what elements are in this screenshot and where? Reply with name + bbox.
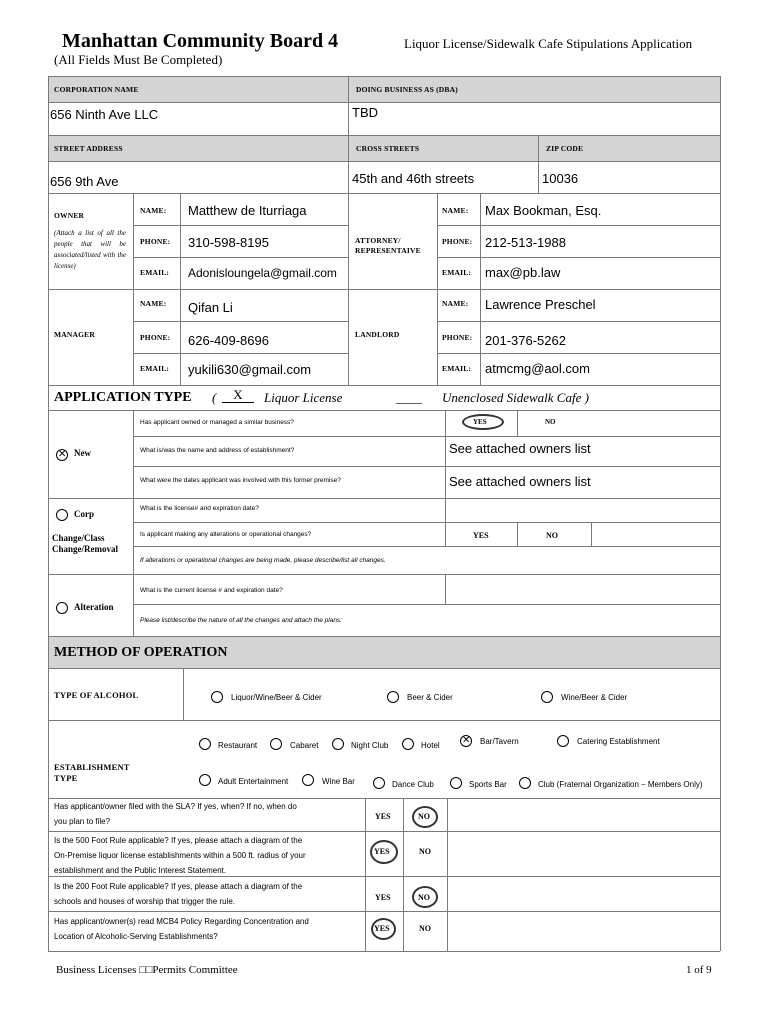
manager-email-label: EMAIL: [140, 364, 170, 373]
grid-vline [445, 410, 446, 498]
grid-vline [48, 76, 49, 951]
method-heading: METHOD OF OPERATION [54, 645, 228, 660]
est-restaurant: Restaurant [218, 741, 258, 750]
footer-committee: Business Licenses □□Permits Committee [56, 964, 238, 976]
bottom-q3-line2: schools and houses of worship that trigger the rule. [54, 897, 235, 906]
new-q1-yes[interactable]: YES [473, 418, 487, 426]
est-nightclub-radio[interactable] [332, 738, 344, 750]
grid-hline [133, 257, 348, 258]
grid-hline [133, 498, 720, 499]
bottom-q2-yes[interactable]: YES [374, 847, 390, 856]
grid-vline [720, 76, 721, 951]
manager-email-field[interactable]: yukili630@gmail.com [188, 362, 312, 377]
grid-vline [517, 410, 518, 436]
alcohol-option-3: Wine/Beer & Cider [561, 693, 628, 702]
manager-label: MANAGER [54, 330, 95, 339]
grid-hline [133, 604, 720, 605]
grid-hline [437, 257, 720, 258]
landlord-email-label: EMAIL: [442, 364, 472, 373]
dba-label: DOING BUSINESS AS (DBA) [356, 85, 458, 94]
alcohol-option-3-radio[interactable] [541, 691, 553, 703]
bottom-q1-line2: you plan to file? [54, 817, 111, 826]
grid-hline [48, 831, 720, 832]
grid-vline [348, 135, 349, 193]
grid-vline [447, 798, 448, 951]
grid-hline [48, 498, 133, 499]
new-q1: Has applicant owned or managed a similar business? [140, 419, 294, 426]
new-q1-no[interactable]: NO [545, 418, 556, 426]
grid-vline [365, 798, 366, 951]
bottom-q2-line1: Is the 500 Foot Rule applicable? If yes, please attach a diagram of the [54, 836, 303, 845]
est-danceclub-radio[interactable] [373, 777, 385, 789]
attorney-label-2: REPRESENTAIVE [355, 246, 421, 255]
street-address-label: STREET ADDRESS [54, 144, 123, 153]
cross-streets-field[interactable]: 45th and 46th streets [352, 171, 475, 186]
bottom-q3-no[interactable]: NO [418, 893, 430, 902]
bottom-q2-line2: On-Premise liquor license establishments within a 500 ft. radius of your [54, 851, 306, 860]
corp-label-3: Change/Removal [52, 544, 118, 554]
est-catering: Catering Establishment [577, 737, 660, 746]
est-catering-radio[interactable] [557, 735, 569, 747]
grid-hline [133, 574, 720, 575]
alteration-radio[interactable] [56, 602, 68, 614]
grid-hline [48, 668, 720, 669]
bottom-q3-yes[interactable]: YES [375, 893, 391, 902]
grid-hline [133, 466, 720, 467]
sidewalk-cafe-blank[interactable]: ____ [396, 390, 422, 405]
owner-email-field[interactable]: Adonisloungela@gmail.com [188, 266, 337, 280]
grid-hline [133, 225, 348, 226]
corp-label-2: Change/Class [52, 533, 105, 543]
footer-page-number: 1 of 9 [686, 964, 712, 976]
zip-code-label: ZIP CODE [546, 144, 584, 153]
corp-q3: If alterations or operational changes are being made, please describe/list all changes. [140, 557, 386, 564]
owner-note: (Attach a list of all the people that will be associated/listed with the license) [54, 229, 126, 270]
document-type: Liquor License/Sidewalk Cafe Stipulations Application [404, 36, 693, 51]
alteration-q2: Please list/describe the nature of all the changes and attach the plans: [140, 617, 342, 624]
new-q3: What were the dates applicant was involved with this former premise? [140, 477, 341, 484]
grid-hline [48, 135, 720, 136]
establishment-label-2: TYPE [54, 773, 78, 783]
street-address-field[interactable]: 656 9th Ave [50, 174, 119, 189]
corp-label: Corp [74, 509, 94, 519]
est-danceclub: Dance Club [392, 780, 434, 789]
landlord-phone-label: PHONE: [442, 333, 473, 342]
bottom-q4-yes[interactable]: YES [374, 924, 390, 933]
cross-streets-label: CROSS STREETS [356, 144, 420, 153]
grid-vline [517, 522, 518, 546]
manager-phone-field[interactable]: 626-409-8696 [188, 333, 269, 348]
grid-hline [48, 193, 720, 194]
alcohol-option-1-radio[interactable] [211, 691, 223, 703]
corp-yes[interactable]: YES [473, 531, 489, 540]
est-winebar: Wine Bar [322, 777, 355, 786]
owner-email-label: EMAIL: [140, 268, 170, 277]
est-hotel: Hotel [421, 741, 440, 750]
sidewalk-cafe-label: Unenclosed Sidewalk Cafe ) [442, 390, 589, 405]
grid-hline [133, 522, 720, 523]
est-bar-tavern: Bar/Tavern [480, 737, 519, 746]
page-subtitle: (All Fields Must Be Completed) [54, 52, 223, 67]
bottom-q4-no[interactable]: NO [419, 924, 431, 933]
grid-vline [180, 193, 181, 385]
est-cabaret-radio[interactable] [270, 738, 282, 750]
dba-field[interactable]: TBD [352, 105, 378, 120]
grid-hline [133, 321, 348, 322]
est-sportsbar-radio[interactable] [450, 777, 462, 789]
landlord-phone-field[interactable]: 201-376-5262 [485, 333, 566, 348]
corporation-name-field[interactable]: 656 Ninth Ave LLC [50, 107, 159, 122]
alcohol-option-2: Beer & Cider [407, 693, 453, 702]
owner-phone-field[interactable]: 310-598-8195 [188, 235, 269, 250]
est-bar-tavern-radio[interactable] [460, 735, 472, 747]
attorney-name-label: NAME: [442, 206, 469, 215]
grid-vline [445, 574, 446, 604]
grid-vline [538, 135, 539, 193]
corporation-name-label: CORPORATION NAME [54, 85, 139, 94]
bottom-q3-line1: Is the 200 Foot Rule applicable? If yes, please attach a diagram of the [54, 882, 303, 891]
est-club: Club (Fraternal Organization – Members Only) [538, 780, 703, 789]
application-type-heading: APPLICATION TYPE [54, 390, 192, 405]
owner-name-label: NAME: [140, 206, 167, 215]
est-cabaret: Cabaret [290, 741, 319, 750]
grid-hline [48, 161, 720, 162]
new-label: New [74, 448, 91, 458]
open-paren: ( [212, 390, 217, 405]
new-q2: What is/was the name and address of establishment? [140, 447, 295, 454]
grid-vline [480, 193, 481, 385]
est-adult: Adult Entertainment [218, 777, 289, 786]
bottom-q1-line1: Has applicant/owner filed with the SLA? If yes, when? If no, when do [54, 802, 297, 811]
grid-hline [48, 876, 720, 877]
est-club-radio[interactable] [519, 777, 531, 789]
bottom-q1-no[interactable]: NO [418, 812, 430, 821]
est-adult-radio[interactable] [199, 774, 211, 786]
new-radio[interactable] [56, 449, 68, 461]
grid-vline [183, 668, 184, 720]
bottom-q2-no[interactable]: NO [419, 847, 431, 856]
grid-hline [48, 911, 720, 912]
grid-hline [48, 798, 720, 799]
liquor-license-mark[interactable]: X [222, 387, 254, 403]
new-a2[interactable]: See attached owners list [449, 441, 591, 456]
grid-hline [48, 102, 720, 103]
grid-hline [48, 951, 720, 952]
grid-vline [133, 193, 134, 385]
manager-name-label: NAME: [140, 299, 167, 308]
est-nightclub: Night Club [351, 741, 389, 750]
liquor-license-label: Liquor License [264, 390, 343, 405]
attorney-phone-label: PHONE: [442, 237, 473, 246]
alcohol-option-1: Liquor/Wine/Beer & Cider [231, 693, 322, 702]
grid-hline [48, 385, 720, 386]
alcohol-label: TYPE OF ALCOHOL [54, 690, 139, 700]
grid-hline [48, 410, 720, 411]
grid-hline [48, 76, 720, 77]
landlord-name-field[interactable]: Lawrence Preschel [485, 297, 596, 312]
bottom-q4-line1: Has applicant/owner(s) read MCB4 Policy Regarding Concentration and [54, 917, 309, 926]
est-hotel-radio[interactable] [402, 738, 414, 750]
landlord-label: LANDLORD [355, 330, 400, 339]
grid-hline [437, 353, 720, 354]
corp-radio[interactable] [56, 509, 68, 521]
page-title: Manhattan Community Board 4 [62, 30, 339, 52]
attorney-phone-field[interactable]: 212-513-1988 [485, 235, 566, 250]
owner-name-field[interactable]: Matthew de Iturriaga [188, 203, 307, 218]
attorney-label-1: ATTORNEY/ [355, 236, 401, 245]
alteration-q1: What is the current license # and expiration date? [140, 587, 283, 594]
establishment-label-1: ESTABLISHMENT [54, 762, 130, 772]
grid-vline [437, 193, 438, 385]
grid-hline [133, 436, 720, 437]
grid-hline [437, 321, 720, 322]
landlord-email-field[interactable]: atmcmg@aol.com [485, 361, 590, 376]
grid-vline [133, 410, 134, 636]
attorney-email-field[interactable]: max@pb.law [485, 265, 561, 280]
owner-label: OWNER [54, 211, 85, 220]
grid-hline [437, 225, 720, 226]
grid-hline [48, 636, 720, 637]
new-a3[interactable]: See attached owners list [449, 474, 591, 489]
alcohol-option-2-radio[interactable] [387, 691, 399, 703]
grid-hline [48, 720, 720, 721]
bottom-q1-yes[interactable]: YES [375, 812, 391, 821]
grid-vline [445, 498, 446, 546]
attorney-name-field[interactable]: Max Bookman, Esq. [485, 203, 602, 218]
manager-phone-label: PHONE: [140, 333, 171, 342]
attorney-email-label: EMAIL: [442, 268, 472, 277]
grid-vline [348, 193, 349, 385]
est-restaurant-radio[interactable] [199, 738, 211, 750]
grid-hline [48, 289, 720, 290]
corp-q2: Is applicant making any alterations or operational changes? [140, 531, 312, 538]
grid-vline [403, 798, 404, 951]
grid-hline [48, 574, 133, 575]
est-winebar-radio[interactable] [302, 774, 314, 786]
corp-no[interactable]: NO [546, 531, 558, 540]
grid-vline [591, 522, 592, 546]
landlord-name-label: NAME: [442, 299, 469, 308]
corp-q1: What is the license# and expiration date? [140, 505, 259, 512]
est-sportsbar: Sports Bar [469, 780, 507, 789]
zip-code-field[interactable]: 10036 [542, 171, 579, 186]
bottom-q2-line3: establishment and the Public Interest Statement. [54, 866, 227, 875]
manager-name-field[interactable]: Qifan Li [188, 300, 233, 315]
bottom-q4-line2: Location of Alcoholic-Serving Establishments? [54, 932, 218, 941]
grid-hline [133, 353, 348, 354]
grid-vline [348, 76, 349, 135]
grid-hline [133, 546, 720, 547]
owner-phone-label: PHONE: [140, 237, 171, 246]
alteration-label: Alteration [74, 602, 114, 612]
